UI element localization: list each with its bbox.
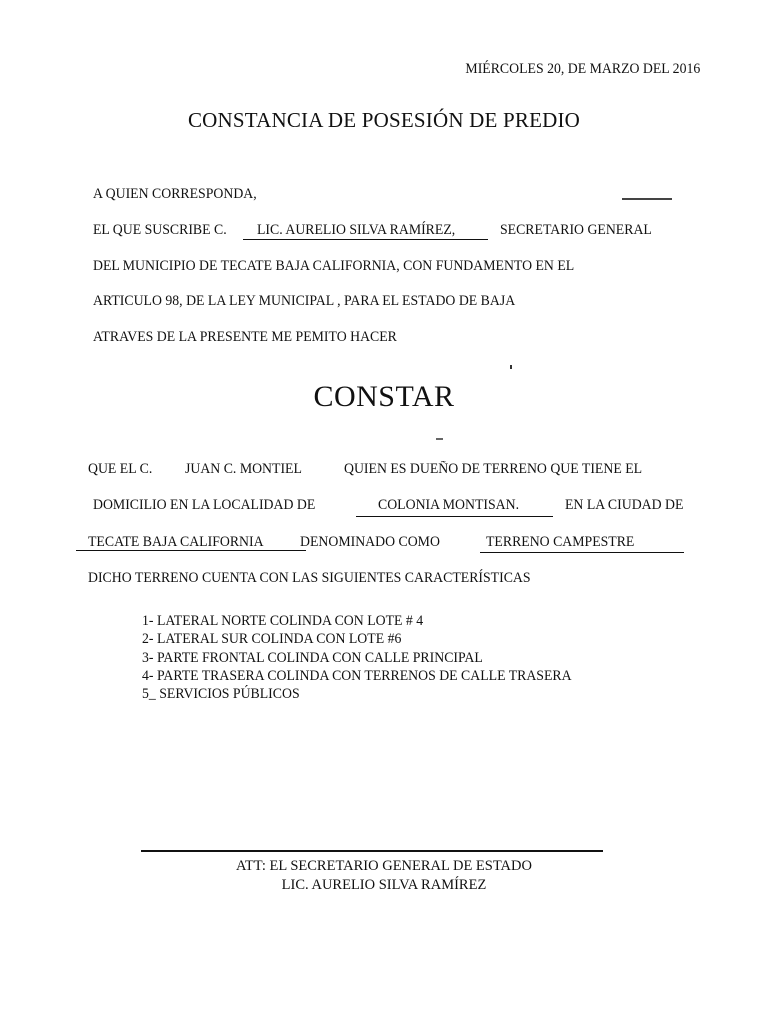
scan-artifact — [622, 198, 672, 200]
list-item: 1- LATERAL NORTE COLINDA CON LOTE # 4 — [142, 613, 424, 629]
body-line1-suffix: QUIEN ES DUEÑO DE TERRENO QUE TIENE EL — [344, 461, 643, 477]
city-underline — [76, 550, 306, 551]
list-item: 5_ SERVICIOS PÚBLICOS — [142, 686, 300, 702]
signature-title: ATT: EL SECRETARIO GENERAL DE ESTADO — [236, 858, 532, 874]
person-name: JUAN C. MONTIEL — [185, 461, 302, 477]
list-item: 3- PARTE FRONTAL COLINDA CON CALLE PRINCIPAL — [142, 650, 483, 666]
intro-line2: DEL MUNICIPIO DE TECATE BAJA CALIFORNIA, CON FUNDAMENTO EN EL — [93, 258, 575, 274]
document-title: CONSTANCIA DE POSESIÓN DE PREDIO — [187, 108, 581, 132]
constar-heading: CONSTAR — [313, 380, 455, 413]
official-name-field: LIC. AURELIO SILVA RAMÍREZ, — [257, 222, 456, 238]
city-field: TECATE BAJA CALIFORNIA — [88, 534, 264, 550]
signature-line — [141, 850, 603, 852]
body-line3-middle: DENOMINADO COMO — [300, 534, 440, 550]
intro-line3: ARTICULO 98, DE LA LEY MUNICIPAL , PARA EL ESTADO DE BAJA — [93, 293, 516, 309]
locality-underline — [356, 516, 553, 517]
signature-name: LIC. AURELIO SILVA RAMÍREZ — [281, 877, 487, 893]
property-name-field: TERRENO CAMPESTRE — [486, 534, 635, 550]
document-date: MIÉRCOLES 20, DE MARZO DEL 2016 — [465, 61, 700, 77]
intro-line4: ATRAVES DE LA PRESENTE ME PEMITO HACER — [93, 329, 397, 345]
body-line2-suffix: EN LA CIUDAD DE — [565, 497, 684, 513]
body-line4: DICHO TERRENO CUENTA CON LAS SIGUIENTES CARACTERÍSTICAS — [88, 570, 531, 586]
salutation: A QUIEN CORRESPONDA, — [93, 186, 257, 202]
body-line2-prefix: DOMICILIO EN LA LOCALIDAD DE — [93, 497, 316, 513]
property-name-underline — [480, 552, 684, 553]
intro-line1-suffix: SECRETARIO GENERAL — [500, 222, 652, 238]
locality-field: COLONIA MONTISAN. — [378, 497, 520, 513]
scan-artifact — [436, 438, 443, 440]
list-item: 2- LATERAL SUR COLINDA CON LOTE #6 — [142, 631, 402, 647]
official-name-underline — [243, 239, 488, 240]
intro-line1-prefix: EL QUE SUSCRIBE C. — [93, 222, 227, 238]
list-item: 4- PARTE TRASERA COLINDA CON TERRENOS DE CALLE TRASERA — [142, 668, 572, 684]
body-line1-prefix: QUE EL C. — [88, 461, 153, 477]
scan-artifact — [510, 365, 512, 369]
